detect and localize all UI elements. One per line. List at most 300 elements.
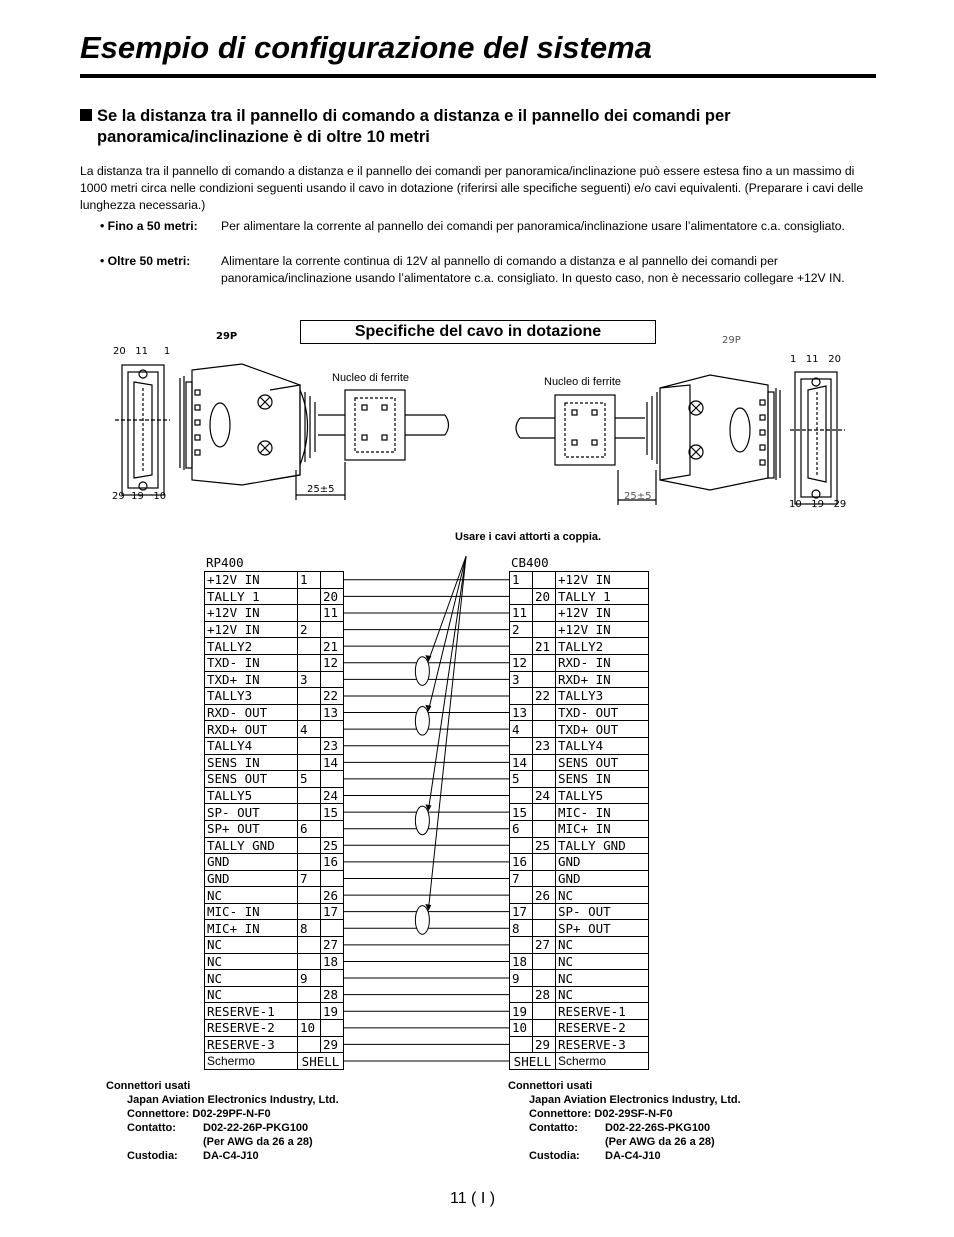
pin-number: 29 [533, 1036, 556, 1053]
pin-number [298, 754, 321, 771]
condition-item [100, 253, 880, 287]
section-heading-line2: panoramica/inclinazione è di oltre 10 metri [97, 128, 430, 146]
pin-number: 12 [510, 654, 533, 671]
shield-label: Schermo [205, 1053, 298, 1070]
left-table-title: RP400 [206, 555, 244, 570]
table-row [510, 937, 649, 954]
signal-label: SP+ OUT [205, 820, 298, 837]
pin-number: 23 [533, 737, 556, 754]
signal-label: TALLY GND [556, 837, 649, 854]
table-row [205, 704, 344, 721]
pin-number: 4 [298, 721, 321, 738]
table-row [205, 953, 344, 970]
pin-number [321, 920, 344, 937]
signal-label: TXD+ OUT [556, 721, 649, 738]
pin-number [533, 572, 556, 589]
pin-number [298, 654, 321, 671]
pin-number [533, 870, 556, 887]
pointer-line [428, 556, 466, 711]
pin-number: 21 [533, 638, 556, 655]
table-row [510, 704, 649, 721]
pin-number: 24 [533, 787, 556, 804]
notes-heading: Connettori usati [508, 1080, 593, 1092]
signal-label: MIC+ IN [205, 920, 298, 937]
pin-number: 19 [321, 1003, 344, 1020]
pin-number [533, 704, 556, 721]
left-ferrite-label: Nucleo di ferrite [332, 372, 410, 384]
left-connector-body [180, 364, 449, 500]
pin-number: 3 [298, 671, 321, 688]
pin-number: 26 [321, 887, 344, 904]
signal-label: TXD- OUT [556, 704, 649, 721]
table-row [510, 887, 649, 904]
table-row [510, 986, 649, 1003]
table-row [510, 1020, 649, 1037]
pin-number: 8 [298, 920, 321, 937]
pin-number: 18 [510, 953, 533, 970]
pin-number [298, 787, 321, 804]
signal-label: MIC+ IN [556, 820, 649, 837]
twisted-pair-marker [415, 657, 429, 686]
shield-row [205, 1053, 344, 1070]
table-row [205, 870, 344, 887]
pin-number [533, 771, 556, 788]
signal-label: RXD+ OUT [205, 721, 298, 738]
pin-number [510, 638, 533, 655]
pin-number [321, 970, 344, 987]
pin-number: 3 [510, 671, 533, 688]
pin-number: 7 [510, 870, 533, 887]
table-row [510, 903, 649, 920]
signal-label: NC [556, 970, 649, 987]
table-row [205, 854, 344, 871]
pin-number: 15 [510, 804, 533, 821]
signal-label: TXD+ IN [205, 671, 298, 688]
pin-number: 1 [298, 572, 321, 589]
condition-label: • Oltre 50 metri: [100, 254, 191, 268]
pin-number [298, 704, 321, 721]
pin-number: 14 [321, 754, 344, 771]
pin-number [510, 787, 533, 804]
pin-number: 26 [533, 887, 556, 904]
notes-maker: Japan Aviation Electronics Industry, Ltd. [529, 1094, 741, 1106]
pin-number: 18 [321, 953, 344, 970]
twisted-pair-note: Usare i cavi attorti a coppia. [455, 531, 602, 543]
pin-number: 20 [533, 588, 556, 605]
pin-number [533, 754, 556, 771]
pin-number [298, 1036, 321, 1053]
pin-number: 2 [510, 621, 533, 638]
signal-label: +12V IN [556, 621, 649, 638]
pin-number: 5 [510, 771, 533, 788]
pin-number: 6 [510, 820, 533, 837]
pin-number [533, 721, 556, 738]
pin-label: 10 [789, 499, 802, 510]
pin-number [510, 887, 533, 904]
right-ferrite-label: Nucleo di ferrite [544, 376, 622, 388]
signal-label: RESERVE-2 [205, 1020, 298, 1037]
table-row [510, 1003, 649, 1020]
signal-label: TALLY2 [205, 638, 298, 655]
signal-label: SP- OUT [556, 903, 649, 920]
right-connector-notes [508, 1079, 741, 1163]
signal-label: SENS IN [556, 771, 649, 788]
pin-number [510, 688, 533, 705]
signal-label: GND [205, 854, 298, 871]
table-row [510, 572, 649, 589]
signal-label: TALLY3 [205, 688, 298, 705]
table-row [205, 986, 344, 1003]
pin-label: 20 [113, 346, 126, 357]
pin-label: 19 [131, 491, 144, 502]
pin-number [321, 870, 344, 887]
table-row [205, 1020, 344, 1037]
pin-number [533, 1003, 556, 1020]
table-row [205, 837, 344, 854]
signal-label: TALLY5 [205, 787, 298, 804]
left-connector-face [115, 365, 170, 495]
table-row [205, 1036, 344, 1053]
table-row [205, 754, 344, 771]
pin-number [533, 671, 556, 688]
signal-label: RESERVE-3 [205, 1036, 298, 1053]
pin-number: 16 [510, 854, 533, 871]
left-top-pins [113, 346, 170, 357]
pin-number: 22 [533, 688, 556, 705]
signal-label: TALLY 1 [205, 588, 298, 605]
pin-number: 10 [510, 1020, 533, 1037]
signal-label: GND [556, 854, 649, 871]
pin-number: 25 [321, 837, 344, 854]
table-row [510, 588, 649, 605]
pin-label: 19 [811, 499, 825, 510]
table-row [510, 953, 649, 970]
pin-number: 9 [510, 970, 533, 987]
pin-number [533, 804, 556, 821]
signal-label: TALLY2 [556, 638, 649, 655]
signal-label: NC [556, 937, 649, 954]
signal-label: SENS IN [205, 754, 298, 771]
table-row [205, 903, 344, 920]
pin-number [298, 804, 321, 821]
pin-number: 17 [510, 903, 533, 920]
pin-number: 19 [510, 1003, 533, 1020]
notes-contact-note: (Per AWG da 26 a 28) [605, 1136, 715, 1148]
pin-label: 29 [112, 491, 125, 502]
pin-number: 4 [510, 721, 533, 738]
left-dimension: 25±5 [307, 484, 335, 495]
signal-label: TALLY3 [556, 688, 649, 705]
pin-number: 14 [510, 754, 533, 771]
pin-number: 15 [321, 804, 344, 821]
pin-number [321, 820, 344, 837]
table-row [510, 870, 649, 887]
table-row [205, 787, 344, 804]
notes-contact-note: (Per AWG da 26 a 28) [203, 1136, 313, 1148]
table-row [205, 621, 344, 638]
signal-label: SENS OUT [205, 771, 298, 788]
pin-number [321, 771, 344, 788]
signal-label: RESERVE-1 [205, 1003, 298, 1020]
pin-number [533, 654, 556, 671]
left-connector-type: 29P [216, 331, 238, 342]
pin-number: 7 [298, 870, 321, 887]
pin-number: 13 [510, 704, 533, 721]
table-row [205, 804, 344, 821]
pin-number: 21 [321, 638, 344, 655]
pin-number [510, 937, 533, 954]
table-row [205, 737, 344, 754]
pin-number [510, 1036, 533, 1053]
pin-number [298, 688, 321, 705]
pin-number [533, 953, 556, 970]
title-rule [80, 74, 876, 78]
signal-label: NC [205, 970, 298, 987]
table-row [510, 621, 649, 638]
pin-number: 28 [533, 986, 556, 1003]
pin-label: 20 [828, 354, 841, 365]
pin-number: 16 [321, 854, 344, 871]
pin-number [298, 837, 321, 854]
pin-number: 25 [533, 837, 556, 854]
pin-number: 2 [298, 621, 321, 638]
signal-label: RXD- OUT [205, 704, 298, 721]
arrow-head-icon [425, 804, 431, 811]
table-row [510, 671, 649, 688]
signal-label: +12V IN [205, 621, 298, 638]
shield-row [510, 1053, 649, 1070]
pin-number [510, 588, 533, 605]
twisted-pair-marker [415, 806, 429, 835]
shield-label: Schermo [556, 1053, 649, 1070]
pin-number [298, 737, 321, 754]
table-row [510, 970, 649, 987]
signal-label: +12V IN [205, 572, 298, 589]
table-row [205, 671, 344, 688]
notes-connector: Connettore: D02-29PF-N-F0 [127, 1108, 271, 1120]
table-row [205, 937, 344, 954]
pin-number [533, 920, 556, 937]
table-row [510, 804, 649, 821]
pin-number [533, 970, 556, 987]
signal-label: TALLY4 [205, 737, 298, 754]
pin-number: 11 [510, 605, 533, 622]
pointer-line [428, 556, 466, 910]
signal-label: RXD- IN [556, 654, 649, 671]
pin-number: 24 [321, 787, 344, 804]
pin-number [321, 721, 344, 738]
arrow-head-icon [425, 904, 431, 911]
table-row [205, 638, 344, 655]
shell-label: SHELL [298, 1053, 344, 1070]
right-connector-type: 29P [722, 335, 741, 346]
cable-spec-title: Specifiche del cavo in dotazione [300, 320, 656, 344]
table-row [205, 1003, 344, 1020]
signal-label: MIC- IN [205, 903, 298, 920]
arrow-head-icon [425, 655, 431, 662]
signal-label: NC [205, 887, 298, 904]
pin-number: 6 [298, 820, 321, 837]
table-row [205, 920, 344, 937]
table-row [510, 638, 649, 655]
notes-maker: Japan Aviation Electronics Industry, Ltd. [127, 1094, 339, 1106]
table-row [205, 887, 344, 904]
signal-label: TALLY5 [556, 787, 649, 804]
pin-number [321, 572, 344, 589]
pin-number [298, 903, 321, 920]
pin-label: 11 [805, 354, 819, 365]
arrow-head-icon [425, 705, 431, 712]
right-top-pins [790, 354, 841, 365]
table-row [510, 837, 649, 854]
pin-number [298, 986, 321, 1003]
signal-label: GND [556, 870, 649, 887]
pin-number: 13 [321, 704, 344, 721]
right-dimension: 25±5 [624, 491, 652, 502]
section-heading [80, 106, 870, 148]
section-heading-line1: Se la distanza tra il pannello di comando a distanza e il pannello dei comandi per [97, 107, 731, 125]
pin-number: 29 [321, 1036, 344, 1053]
right-bottom-pins [789, 499, 846, 510]
pin-number: 8 [510, 920, 533, 937]
pin-number [298, 854, 321, 871]
table-row [205, 820, 344, 837]
shell-label: SHELL [510, 1053, 556, 1070]
pin-number [298, 638, 321, 655]
signal-label: TALLY4 [556, 737, 649, 754]
pin-number [298, 953, 321, 970]
pin-number: 1 [510, 572, 533, 589]
signal-label: SENS OUT [556, 754, 649, 771]
table-row [205, 588, 344, 605]
condition-item [100, 218, 880, 235]
condition-label: • Fino a 50 metri: [100, 219, 198, 233]
pin-number [533, 854, 556, 871]
pin-number [533, 605, 556, 622]
table-row [205, 572, 344, 589]
signal-label: RESERVE-2 [556, 1020, 649, 1037]
table-row [510, 688, 649, 705]
left-bottom-pins [112, 491, 166, 502]
pin-number [533, 621, 556, 638]
table-row [205, 605, 344, 622]
pin-number [510, 837, 533, 854]
condition-text: Per alimentare la corrente al pannello dei comandi per panoramica/inclinazione usare l’alimentatore c.a. consigliato. [221, 219, 845, 233]
table-row [510, 920, 649, 937]
notes-housing: DA-C4-J10 [203, 1150, 259, 1162]
pin-number [510, 986, 533, 1003]
table-row [510, 854, 649, 871]
pointer-line [428, 556, 466, 810]
signal-label: +12V IN [556, 605, 649, 622]
notes-housing: DA-C4-J10 [605, 1150, 661, 1162]
table-row [205, 771, 344, 788]
pin-label: 1 [163, 346, 171, 357]
pin-number: 23 [321, 737, 344, 754]
pin-number [510, 737, 533, 754]
notes-contact: D02-22-26P-PKG100 [203, 1122, 309, 1134]
pointer-line [428, 556, 466, 661]
signal-label: NC [556, 887, 649, 904]
table-row [510, 754, 649, 771]
pin-number [298, 1003, 321, 1020]
pin-number [321, 671, 344, 688]
signal-label: NC [205, 937, 298, 954]
table-row [205, 721, 344, 738]
table-row [510, 654, 649, 671]
condition-text: Alimentare la corrente continua di 12V al pannello di comando a distanza e al pannello dei comandi per panoramica/inclinazione usando l’alimentatore c.a. consigliato. In questo caso, non è necessario collegare +12V IN. [221, 254, 845, 285]
pin-label: 29 [833, 499, 847, 510]
signal-label: MIC- IN [556, 804, 649, 821]
pin-number [533, 820, 556, 837]
notes-contact-label: Contatto: [127, 1122, 176, 1134]
table-row [510, 771, 649, 788]
notes-housing-label: Custodia: [127, 1150, 178, 1162]
signal-label: TALLY 1 [556, 588, 649, 605]
right-pin-table [509, 571, 649, 1070]
pin-number: 27 [533, 937, 556, 954]
pin-label: 10 [153, 491, 167, 502]
pin-number [321, 621, 344, 638]
pin-label: 1 [790, 354, 797, 365]
signal-label: NC [205, 986, 298, 1003]
connector-drawing [100, 330, 860, 515]
notes-housing-label: Custodia: [529, 1150, 580, 1162]
pin-label: 11 [135, 346, 149, 357]
pin-number: 22 [321, 688, 344, 705]
pin-number [298, 605, 321, 622]
notes-contact: D02-22-26S-PKG100 [605, 1122, 711, 1134]
left-pin-table [204, 571, 344, 1070]
pin-number [298, 937, 321, 954]
right-table-title: CB400 [511, 555, 549, 570]
twisted-pair-marker [415, 906, 429, 935]
table-row [510, 721, 649, 738]
pin-number: 11 [321, 605, 344, 622]
left-connector-notes [106, 1079, 339, 1163]
twisted-pair-marker [415, 707, 429, 736]
table-row [510, 787, 649, 804]
signal-label: SP+ OUT [556, 920, 649, 937]
signal-label: SP- OUT [205, 804, 298, 821]
pin-number: 9 [298, 970, 321, 987]
pin-number: 27 [321, 937, 344, 954]
table-row [205, 654, 344, 671]
table-row [510, 820, 649, 837]
pin-number: 10 [298, 1020, 321, 1037]
signal-label: RESERVE-1 [556, 1003, 649, 1020]
signal-label: RXD+ IN [556, 671, 649, 688]
right-connector-face [790, 372, 845, 504]
signal-label: RESERVE-3 [556, 1036, 649, 1053]
pin-number: 20 [321, 588, 344, 605]
table-row [205, 688, 344, 705]
signal-label: GND [205, 870, 298, 887]
pin-number: 5 [298, 771, 321, 788]
intro-paragraph: La distanza tra il pannello di comando a distanza e il pannello dei comandi per panoramica/inclinazione può essere estesa fino a un massimo di 1000 metri circa nelle condizioni seguenti usando il cavo in dotazione (riferirsi alle specifiche seguenti) e/o cavi equivalenti. (Preparare i cavi delle lunghezza necessaria.) [80, 164, 864, 212]
pin-number: 17 [321, 903, 344, 920]
pin-number [298, 887, 321, 904]
table-row [510, 605, 649, 622]
notes-connector: Connettore: D02-29SF-N-F0 [529, 1108, 673, 1120]
table-row [510, 1036, 649, 1053]
signal-label: NC [205, 953, 298, 970]
pin-number: 28 [321, 986, 344, 1003]
table-row [510, 737, 649, 754]
pin-number [321, 1020, 344, 1037]
signal-label: NC [556, 986, 649, 1003]
notes-contact-label: Contatto: [529, 1122, 578, 1134]
